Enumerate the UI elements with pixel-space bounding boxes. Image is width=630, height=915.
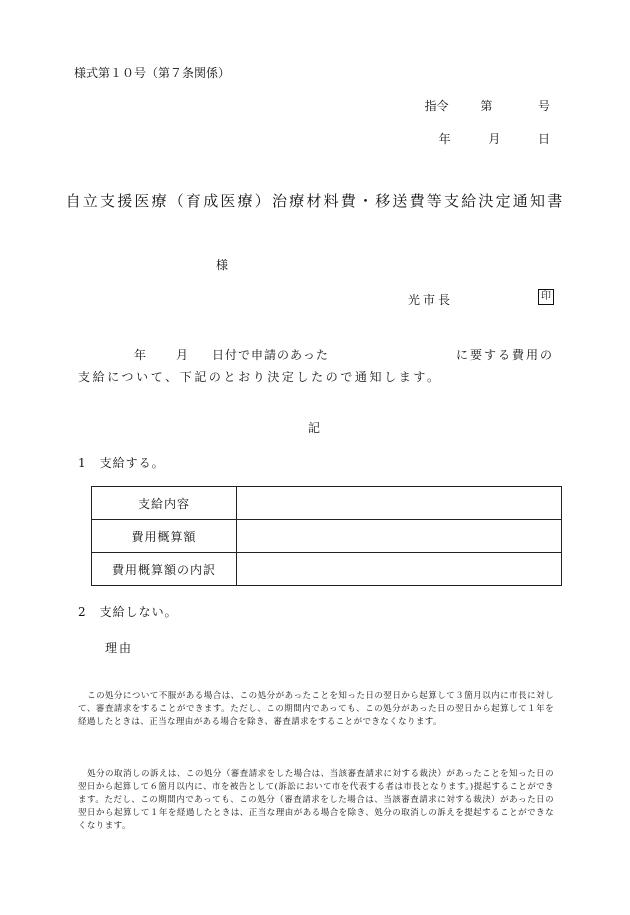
reason-label: 理由 <box>105 641 134 655</box>
notice-number <box>425 97 550 114</box>
payment-table <box>91 486 562 586</box>
addressee-honorific: 様 <box>216 258 229 272</box>
lawsuit-note-text: 処分の取消しの訴えは、この処分（審査請求をした場合は、当該審査請求に対する裁決）があったことを知った日の翌日から起算して６箇月以内に、市を被告として(訴訟において市を代表する者は市長となります。)提起することができます。ただし、この期間内であっても、この処分（審査請求をした場合は、当該審査請求に対する裁決）があった日の翌日から起算して１年を経過したときは、正当な理由がある場合を除き、処分の取消しの訴えを提起することができなくなります。 <box>78 769 554 831</box>
body-month: 月 <box>176 348 190 362</box>
item-2-deny: 2 支給しない。 <box>78 605 178 619</box>
appeal-note-text: この処分について不服がある場合は、この処分があったことを知った日の翌日から起算して３箇月以内に市長に対して、審査請求をすることができます。ただし、この期間内であっても、この処分があった日の翌日から起算して１年を経過したときは、正当な理由がある場合を除き、審査請求をすることができなくなります。 <box>78 691 554 727</box>
table-row <box>92 553 562 586</box>
appeal-note <box>78 690 554 729</box>
row-label: 支給内容 <box>92 487 237 520</box>
row-value <box>237 553 562 586</box>
table-row <box>92 487 562 520</box>
body-line-2: 支給について、下記のとおり決定したので通知します。 <box>78 370 442 384</box>
form-number: 様式第１０号（第７条関係） <box>74 66 231 80</box>
notice-prefix: 指令 <box>424 99 449 113</box>
date-day: 日 <box>537 132 550 146</box>
body-reason-text: に要する費用の <box>456 348 555 362</box>
date-month: 月 <box>488 132 501 146</box>
body-year: 年 <box>134 348 148 362</box>
item-1-approve: 1 支給する。 <box>78 456 165 470</box>
row-label: 費用概算額の内訳 <box>92 553 237 586</box>
ki-heading: 記 <box>308 421 321 435</box>
row-value <box>237 487 562 520</box>
issue-date <box>439 130 550 147</box>
notice-dai: 第 <box>480 99 493 113</box>
body-day-text: 日付で申請のあった <box>212 348 329 362</box>
issuer-mayor: 光市長 <box>408 293 454 307</box>
row-value <box>237 520 562 553</box>
notice-go: 号 <box>537 99 550 113</box>
table-row <box>92 520 562 553</box>
document-title: 自立支援医療（育成医療）治療材料費・移送費等支給決定通知書 <box>65 192 565 210</box>
row-label: 費用概算額 <box>92 520 237 553</box>
lawsuit-note <box>78 768 554 833</box>
date-year: 年 <box>438 132 451 146</box>
seal-mark: 印 <box>538 289 554 305</box>
